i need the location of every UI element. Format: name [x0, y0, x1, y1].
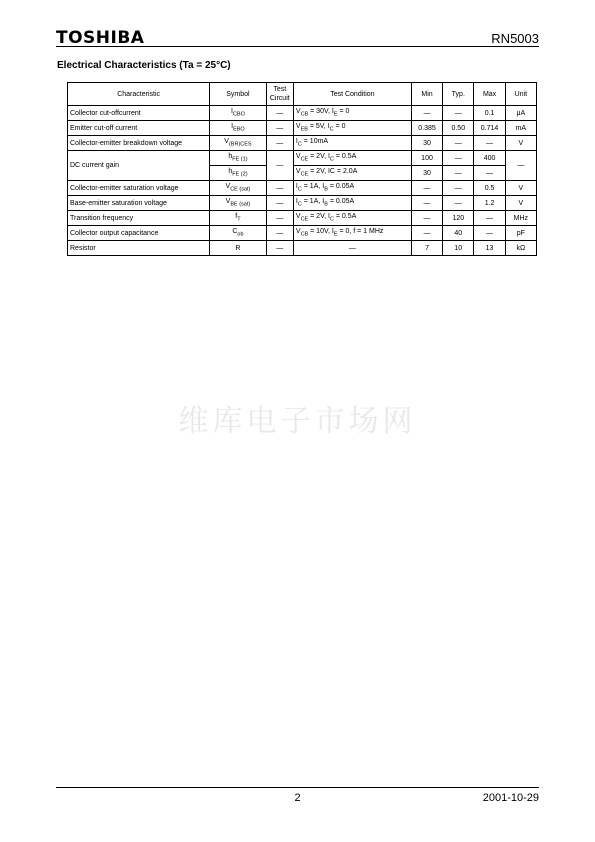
cell-test-condition: [293, 196, 411, 211]
cell-test-circuit: —: [266, 136, 293, 151]
condition-text: = 2V, IC = 2.0A: [308, 167, 358, 175]
cell-characteristic: Collector-emitter saturation voltage: [68, 181, 210, 196]
symbol-main: V: [225, 182, 231, 190]
condition-text: V: [295, 212, 301, 220]
condition-text: = 0: [337, 107, 350, 115]
table-row: [68, 211, 537, 226]
cell-symbol: [210, 121, 266, 136]
cell-typ: —: [443, 106, 474, 121]
symbol-subscript: ob: [237, 231, 244, 238]
cell-test-condition: [293, 151, 411, 166]
header-typ: Typ.: [443, 83, 474, 106]
condition-subscript: CB: [300, 231, 309, 238]
cell-symbol: [210, 181, 266, 196]
condition-subscript: CE: [300, 216, 309, 223]
condition-subscript: C: [329, 156, 334, 163]
cell-typ: —: [443, 181, 474, 196]
condition-text: I: [295, 182, 298, 190]
cell-min: —: [411, 226, 442, 241]
header-test-circuit-line1: Test: [273, 86, 287, 93]
cell-max: —: [474, 226, 505, 241]
condition-subscript: CE: [300, 156, 309, 163]
page-number: 2: [294, 792, 301, 804]
cell-typ: 0.50: [443, 121, 474, 136]
cell-test-circuit: —: [266, 241, 293, 256]
condition-text: = 2V, I: [308, 152, 330, 160]
table-row: [68, 226, 537, 241]
cell-unit: kΩ: [505, 241, 536, 256]
condition-text: = 5V, I: [307, 122, 330, 130]
cell-symbol: [210, 196, 266, 211]
cell-symbol: [210, 136, 266, 151]
symbol-main: C: [232, 227, 238, 235]
cell-symbol: [210, 226, 266, 241]
cell-typ: 10: [443, 241, 474, 256]
cell-typ: 120: [443, 211, 474, 226]
condition-text: V: [295, 167, 301, 175]
cell-test-circuit: —: [266, 121, 293, 136]
cell-test-condition: [293, 181, 411, 196]
cell-max: 0.714: [474, 121, 505, 136]
table-row: [68, 151, 537, 166]
condition-text: = 10V, I: [308, 227, 334, 235]
symbol-main: V: [224, 137, 229, 145]
cell-typ: —: [443, 166, 474, 181]
symbol-main: V: [225, 197, 231, 205]
table-row: [68, 196, 537, 211]
cell-min: 30: [411, 166, 442, 181]
condition-text: = 0.05A: [327, 182, 355, 190]
cell-symbol: [210, 151, 266, 166]
cell-min: 0.385: [411, 121, 442, 136]
cell-symbol: [210, 166, 266, 181]
cell-characteristic: Base-emitter saturation voltage: [68, 196, 210, 211]
cell-test-condition: [293, 211, 411, 226]
cell-test-circuit: —: [266, 211, 293, 226]
cell-typ: —: [443, 136, 474, 151]
condition-subscript: B: [324, 201, 328, 208]
condition-text: V: [295, 227, 301, 235]
header-test-circuit: [266, 83, 293, 106]
cell-max: 1.2: [474, 196, 505, 211]
part-number: RN5003: [491, 31, 539, 46]
condition-text: = 0.5A: [333, 212, 357, 220]
header-test-circuit-line2: Circuit: [269, 95, 290, 102]
symbol-subscript: CE (sat): [230, 186, 251, 193]
cell-test-circuit: —: [266, 151, 293, 181]
section-title: Electrical Characteristics (Ta = 25°C): [57, 60, 231, 71]
cell-max: 400: [474, 151, 505, 166]
cell-characteristic: Emitter cut-off current: [68, 121, 210, 136]
cell-unit: pF: [505, 226, 536, 241]
cell-symbol: [210, 241, 266, 256]
condition-text: = 0.05A: [327, 197, 355, 205]
cell-test-circuit: —: [266, 181, 293, 196]
cell-max: 0.1: [474, 106, 505, 121]
condition-subscript: CE: [300, 171, 309, 178]
electrical-characteristics-table: [67, 82, 537, 256]
cell-min: 100: [411, 151, 442, 166]
cell-characteristic: Transition frequency: [68, 211, 210, 226]
cell-typ: 40: [443, 226, 474, 241]
symbol-subscript: (BR)CES: [228, 141, 252, 148]
condition-subscript: C: [329, 216, 334, 223]
condition-subscript: C: [297, 141, 302, 148]
cell-symbol: [210, 106, 266, 121]
symbol-main: I: [231, 122, 234, 130]
symbol-subscript: BE (sat): [230, 201, 251, 208]
condition-subscript: E: [333, 111, 338, 118]
cell-min: —: [411, 181, 442, 196]
cell-test-condition: —: [293, 241, 411, 256]
condition-text: = 0: [333, 122, 346, 130]
condition-subscript: E: [333, 231, 338, 238]
table-header-row: [68, 83, 537, 106]
header-symbol: Symbol: [210, 83, 266, 106]
condition-text: = 30V, I: [308, 107, 334, 115]
cell-max: —: [474, 211, 505, 226]
symbol-subscript: FE (2): [232, 171, 248, 178]
table-row: [68, 121, 537, 136]
cell-min: —: [411, 106, 442, 121]
header-test-condition: Test Condition: [293, 83, 411, 106]
cell-characteristic: Collector cut-offcurrent: [68, 106, 210, 121]
watermark: 维库电子市场网: [178, 404, 417, 439]
cell-test-circuit: —: [266, 196, 293, 211]
header-characteristic: Characteristic: [68, 83, 210, 106]
symbol-main: h: [228, 167, 233, 175]
condition-text: V: [295, 152, 301, 160]
condition-text: V: [295, 122, 301, 130]
condition-text: = 2V, I: [308, 212, 330, 220]
table-row: [68, 241, 537, 256]
condition-subscript: EB: [300, 126, 308, 133]
condition-text: = 1A, I: [301, 182, 325, 190]
condition-subscript: B: [324, 186, 328, 193]
header-divider: [56, 46, 539, 47]
cell-min: 30: [411, 136, 442, 151]
cell-typ: —: [443, 151, 474, 166]
cell-characteristic: Resistor: [68, 241, 210, 256]
cell-unit: —: [505, 151, 536, 181]
condition-text: = 10mA: [301, 137, 329, 145]
cell-unit: V: [505, 196, 536, 211]
table-row: [68, 136, 537, 151]
cell-characteristic: Collector output capacitance: [68, 226, 210, 241]
cell-max: 0.5: [474, 181, 505, 196]
symbol-main: R: [235, 244, 241, 252]
cell-test-condition: [293, 121, 411, 136]
cell-characteristic: Collector-emitter breakdown voltage: [68, 136, 210, 151]
header-min: Min: [411, 83, 442, 106]
table-body: [68, 106, 537, 256]
symbol-subscript: CBO: [232, 111, 245, 118]
cell-unit: V: [505, 136, 536, 151]
condition-subscript: C: [329, 126, 334, 133]
footer-divider: [56, 787, 539, 788]
cell-unit: MHz: [505, 211, 536, 226]
cell-min: —: [411, 211, 442, 226]
condition-text: V: [295, 107, 301, 115]
table-row: [68, 181, 537, 196]
symbol-subscript: T: [237, 216, 241, 223]
condition-subscript: C: [297, 201, 302, 208]
cell-max: —: [474, 166, 505, 181]
table-row: [68, 106, 537, 121]
symbol-main: h: [228, 152, 233, 160]
condition-subscript: CB: [300, 111, 309, 118]
header-max: Max: [474, 83, 505, 106]
symbol-subscript: FE (1): [232, 156, 248, 163]
cell-characteristic: DC current gain: [68, 151, 210, 181]
cell-test-condition: [293, 106, 411, 121]
condition-text: I: [295, 197, 298, 205]
cell-test-condition: [293, 226, 411, 241]
cell-max: 13: [474, 241, 505, 256]
cell-test-circuit: —: [266, 106, 293, 121]
cell-test-circuit: —: [266, 226, 293, 241]
cell-unit: mA: [505, 121, 536, 136]
symbol-subscript: EBO: [233, 126, 245, 133]
condition-text: = 0.5A: [333, 152, 357, 160]
footer-date: 2001-10-29: [482, 792, 539, 804]
header-unit: Unit: [505, 83, 536, 106]
cell-test-condition: [293, 136, 411, 151]
cell-max: —: [474, 136, 505, 151]
condition-text: = 0, f = 1 MHz: [337, 227, 384, 235]
condition-subscript: C: [297, 186, 302, 193]
cell-min: —: [411, 196, 442, 211]
cell-unit: V: [505, 181, 536, 196]
cell-typ: —: [443, 196, 474, 211]
condition-text: I: [295, 137, 298, 145]
cell-symbol: [210, 211, 266, 226]
symbol-main: f: [235, 212, 238, 220]
cell-unit: μA: [505, 106, 536, 121]
toshiba-logo: TOSHIBA: [56, 28, 145, 48]
cell-min: 7: [411, 241, 442, 256]
cell-test-condition: [293, 166, 411, 181]
symbol-main: I: [231, 107, 233, 115]
condition-text: = 1A, I: [301, 197, 325, 205]
